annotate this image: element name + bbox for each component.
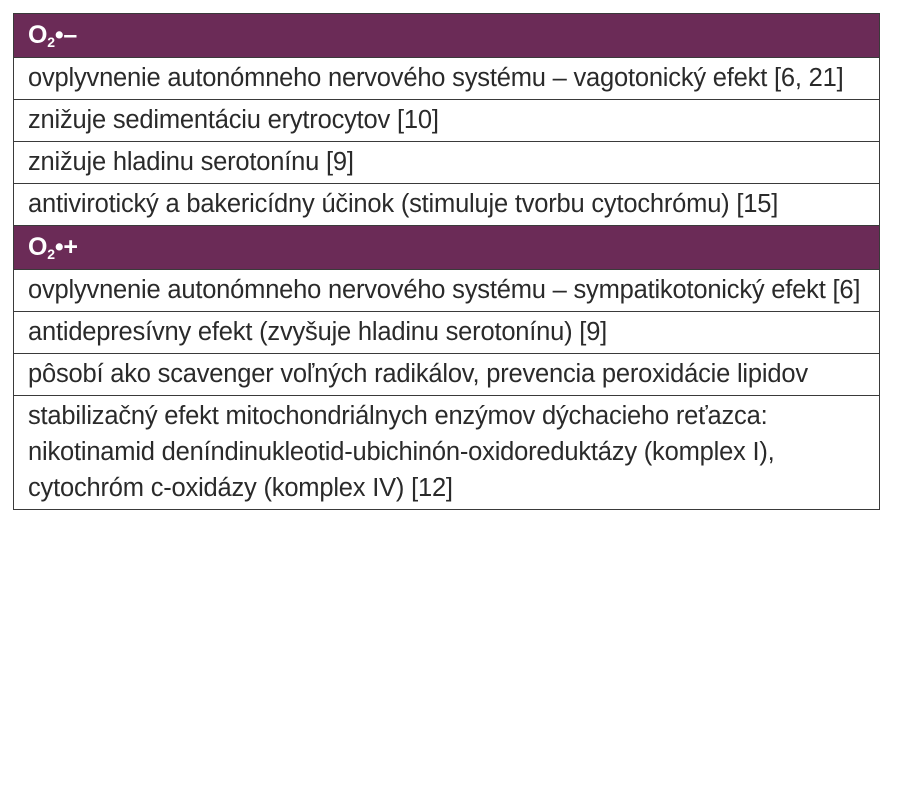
table-cell: znižuje sedimentáciu erytrocytov [10] bbox=[14, 100, 880, 142]
table-cell: ovplyvnenie autonómneho nervového systému – sympatikotonický efekt [6] bbox=[14, 270, 880, 312]
section-header-positive bbox=[14, 226, 880, 270]
table-cell: antivirotický a bakericídny účinok (stimuluje tvorbu cytochrómu) [15] bbox=[14, 184, 880, 226]
table-cell: ovplyvnenie autonómneho nervového systému – vagotonický efekt [6, 21] bbox=[14, 58, 880, 100]
table-cell: antidepresívny efekt (zvyšuje hladinu serotonínu) [9] bbox=[14, 312, 880, 354]
table-cell: znižuje hladinu serotonínu [9] bbox=[14, 142, 880, 184]
ion-symbol: $O_2•-$ bbox=[28, 21, 78, 50]
table-cell: stabilizačný efekt mitochondriálnych enzýmov dýchacieho reťazca: nikotinamid deníndinukleotid-ubichinón-oxidoreduktázy (komplex I), cytochróm c-oxidázy (komplex IV) [12] bbox=[14, 396, 880, 510]
table-row bbox=[14, 58, 880, 100]
table-row bbox=[14, 184, 880, 226]
section-header-negative bbox=[14, 14, 880, 58]
table-row bbox=[14, 312, 880, 354]
table-row bbox=[14, 354, 880, 396]
table-row bbox=[14, 100, 880, 142]
ion-symbol: $O_2•+$ bbox=[28, 233, 78, 262]
effects-table bbox=[13, 13, 880, 510]
table-row bbox=[14, 396, 880, 510]
section-header-cell bbox=[14, 14, 880, 58]
table-row bbox=[14, 142, 880, 184]
effects-table-container bbox=[13, 13, 880, 510]
section-header-cell bbox=[14, 226, 880, 270]
table-row bbox=[14, 270, 880, 312]
table-cell: pôsobí ako scavenger voľných radikálov, prevencia peroxidácie lipidov bbox=[14, 354, 880, 396]
